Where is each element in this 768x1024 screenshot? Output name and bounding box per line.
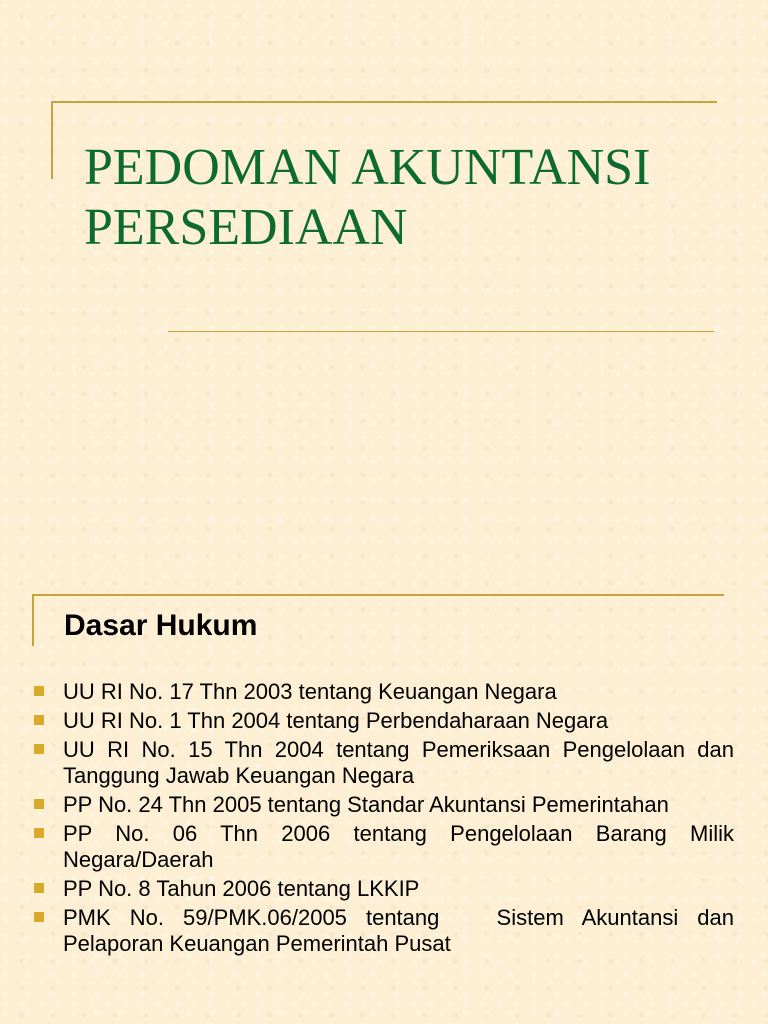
square-bullet-icon: [34, 828, 44, 838]
list-item-text: PP No. 8 Tahun 2006 tentang LKKIP: [63, 876, 420, 901]
list-item: [32, 876, 734, 902]
list-item-text: PMK No. 59/PMK.06/2005 tentang Sistem Akuntansi dan Pelaporan Keuangan Pemerintah Pusat: [63, 905, 741, 956]
slide-title-line-2: PERSEDIAAN: [84, 199, 408, 256]
square-bullet-icon: [34, 744, 44, 754]
square-bullet-icon: [34, 686, 44, 696]
list-item: [32, 821, 734, 873]
title-frame-left-rule: [51, 101, 53, 179]
square-bullet-icon: [34, 883, 44, 893]
list-item: [32, 905, 741, 957]
list-item-text: PP No. 06 Thn 2006 tentang Pengelolaan Barang Milik Negara/Daerah: [63, 821, 734, 872]
list-item-text: UU RI No. 15 Thn 2004 tentang Pemeriksaan Pengelolaan dan Tanggung Jawab Keuangan Negara: [63, 737, 734, 788]
slide-title-line-1: PEDOMAN AKUNTANSI: [84, 139, 651, 196]
list-item: [32, 679, 734, 705]
list-item-text: PP No. 24 Thn 2005 tentang Standar Akuntansi Pemerintahan: [63, 792, 669, 817]
list-item-text: UU RI No. 17 Thn 2003 tentang Keuangan Negara: [63, 679, 557, 704]
section-heading: Dasar Hukum: [64, 609, 258, 642]
list-item: [32, 737, 734, 789]
list-item: [32, 792, 734, 818]
legal-basis-list: [32, 679, 741, 960]
title-frame-top-rule: [51, 101, 717, 103]
square-bullet-icon: [34, 912, 44, 922]
square-bullet-icon: [34, 799, 44, 809]
section-frame-left-rule: [32, 594, 34, 646]
slide-title: [84, 138, 724, 258]
square-bullet-icon: [34, 715, 44, 725]
list-item: [32, 708, 734, 734]
section-frame-top-rule: [32, 594, 724, 596]
title-underline-rule: [168, 331, 714, 332]
list-item-text: UU RI No. 1 Thn 2004 tentang Perbendaharaan Negara: [63, 708, 609, 733]
